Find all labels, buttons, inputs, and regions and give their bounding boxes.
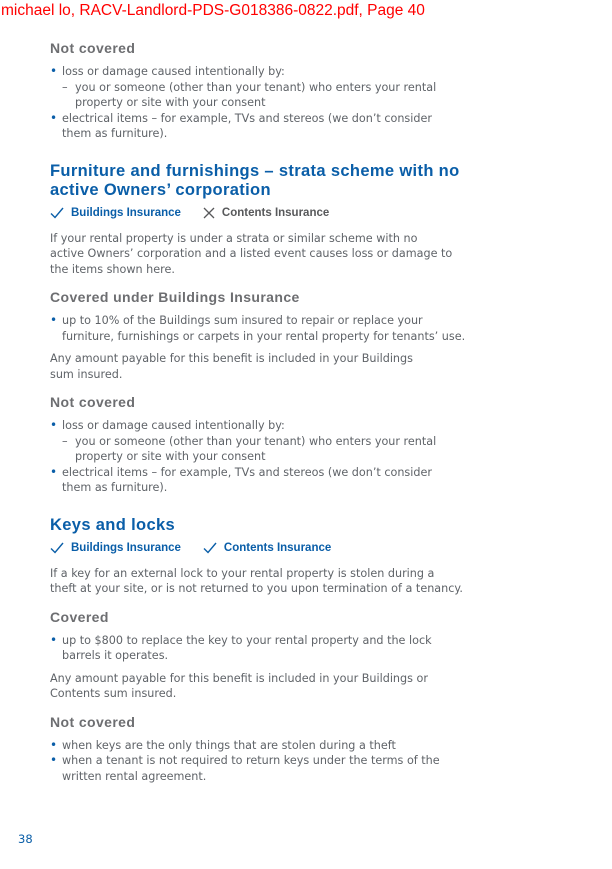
list-subitem: – you or someone (other than your tenant) who enters your rental property or site with your consent	[62, 80, 437, 109]
buildings-insurance-badge: Buildings Insurance	[50, 207, 181, 219]
list-item: • up to 10% of the Buildings sum insured to repair or replace your furniture, furnishings or carpets in your rental property for tenants’ use.	[50, 313, 466, 343]
page-number: 38	[18, 832, 33, 846]
bullet-icon: •	[50, 753, 58, 767]
section-heading-keys: Keys and locks	[50, 515, 176, 534]
bullet-icon: •	[50, 464, 58, 479]
bullet-icon: •	[50, 64, 58, 78]
bullet-icon: •	[50, 737, 58, 752]
amount-note: Any amount payable for this benefit is included in your Buildings sum insured.	[50, 352, 413, 381]
covered-heading: Covered under Buildings Insurance	[50, 289, 300, 305]
bullet-icon: •	[50, 110, 58, 125]
not-covered-heading: Not covered	[50, 40, 136, 56]
contents-insurance-badge: Contents Insurance	[203, 542, 331, 554]
amount-note: Any amount payable for this benefit is included in your Buildings or Contents sum insured.	[50, 671, 428, 700]
contents-insurance-badge: Contents Insurance	[203, 207, 329, 219]
not-covered-heading: Not covered	[50, 713, 136, 730]
dash-icon: –	[62, 434, 68, 448]
dash-icon: –	[62, 80, 68, 94]
covered-heading: Covered	[50, 608, 109, 625]
check-icon	[50, 542, 64, 554]
buildings-insurance-badge: Buildings Insurance	[50, 542, 181, 554]
check-icon	[50, 207, 64, 219]
list-item: • when a tenant is not required to return keys under the terms of the written rental agreement.	[50, 753, 440, 783]
cross-icon	[203, 207, 215, 219]
list-item: • up to $800 to replace the key to your rental property and the lock barrels it operates.	[50, 632, 432, 662]
cover-badges	[50, 205, 470, 221]
bullet-icon: •	[50, 632, 58, 647]
bullet-icon: •	[50, 313, 58, 327]
list-item: • loss or damage caused intentionally by:	[50, 418, 285, 432]
check-icon	[203, 542, 217, 554]
bullet-icon: •	[50, 418, 58, 432]
section-intro: If a key for an external lock to your rental property is stolen during a theft at your site, or is not returned to you upon termination of a tenancy.	[50, 566, 463, 595]
list-item: • loss or damage caused intentionally by:	[50, 64, 285, 78]
page-content	[50, 40, 470, 784]
section-intro: If your rental property is under a strata or similar scheme with no active Owners’ corporation and a listed event causes loss or damage to the items shown here.	[50, 231, 453, 276]
section-heading-furniture: Furniture and furnishings – strata scheme with no active Owners’ corporation	[50, 161, 460, 199]
list-subitem: – you or someone (other than your tenant) who enters your rental property or site with your consent	[62, 434, 437, 463]
cover-badges	[50, 540, 470, 556]
watermark: michael lo, RACV-Landlord-PDS-G018386-0822.pdf, Page 40	[1, 2, 425, 19]
not-covered-heading: Not covered	[50, 394, 136, 410]
list-item: • electrical items – for example, TVs and stereos (we don’t consider them as furniture).	[50, 464, 432, 494]
list-item: • electrical items – for example, TVs and stereos (we don’t consider them as furniture).	[50, 110, 432, 140]
list-item: • when keys are the only things that are stolen during a theft	[50, 737, 396, 752]
